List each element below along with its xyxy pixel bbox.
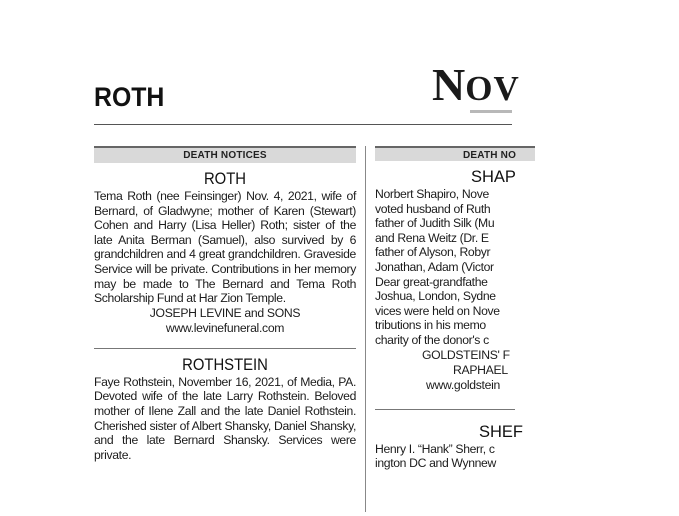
body-line: father of Judith Silk (Mu <box>375 216 495 231</box>
notice-rothstein <box>94 355 356 463</box>
notice-body: Tema Roth (nee Feinsinger) Nov. 4, 2021, wife of Bernard, of Gladwyne; mother of Karen (Stewart) Cohen and Harry (Lisa Heller) Roth; sister of the late Anita Berman (Samuel), also survived by 6 grandchildren and 4 great grandchildren. Graveside Service will be private. Contributions in her memory may be made to The Bernard and Tema Roth Scholarship Fund at Har Zion Temple. <box>94 189 356 306</box>
body-line: Henry I. “Hank” Sherr, c <box>375 441 495 456</box>
notice-divider <box>94 348 356 349</box>
masthead-underline <box>470 110 512 113</box>
body-line: vices were held on Nove <box>375 303 500 318</box>
notice-name: ROTHSTEIN <box>182 355 268 374</box>
section-header: DEATH NO <box>375 146 535 161</box>
body-line: Norbert Shapiro, Nove <box>375 187 489 201</box>
notice-roth <box>94 169 356 336</box>
body-line: Joshua, London, Sydne <box>375 289 496 304</box>
notice-sherr <box>375 422 524 471</box>
funeral-home-name: JOSEPH LEVINE and SONS <box>149 305 301 320</box>
masthead-rest: OV <box>465 69 520 108</box>
body-line: and Rena Weitz (Dr. E <box>375 230 489 245</box>
notice-name: ROTH <box>203 170 247 188</box>
body-line: voted husband of Ruth <box>375 201 491 216</box>
body-line: tributions in his memo <box>375 318 486 333</box>
right-column <box>375 146 524 516</box>
column-divider <box>365 146 366 512</box>
body-line: Dear great-grandfathe <box>375 274 488 289</box>
notice-shapiro <box>375 167 516 393</box>
masthead-initial: N <box>432 59 466 110</box>
funeral-home-name: GOLDSTEINS' F <box>422 347 510 362</box>
notice-name: SHAP <box>471 168 516 186</box>
notice-name: SHEF <box>479 422 524 441</box>
section-header: DEATH NOTICES <box>94 146 356 163</box>
body-line: ington DC and Wynnew <box>375 456 496 471</box>
body-line: father of Alyson, Robyr <box>375 245 491 260</box>
funeral-home-website: www.levinefuneral.com <box>165 320 285 335</box>
funeral-home-website: www.goldstein <box>426 377 501 392</box>
left-column <box>94 146 356 516</box>
body-line: charity of the donor's c <box>375 332 489 347</box>
notice-body <box>375 187 535 348</box>
page-header <box>0 0 520 130</box>
notice-divider <box>375 409 515 410</box>
notice-body: Faye Rothstein, November 16, 2021, of Media, PA. Devoted wife of the late Larry Rothstein. Beloved mother of Ilene Zall and the late Daniel Rothstein. Cherished sister of Albert Shansky, Daniel Shansky, and the late Bernard Shansky. Services were private. <box>94 374 356 462</box>
notice-body <box>375 442 535 471</box>
header-divider <box>94 124 512 125</box>
funeral-home-name-2: RAPHAEL <box>453 362 508 377</box>
page-title: ROTH <box>94 82 165 112</box>
masthead-title <box>432 58 520 111</box>
body-line: Jonathan, Adam (Victor <box>375 259 494 274</box>
